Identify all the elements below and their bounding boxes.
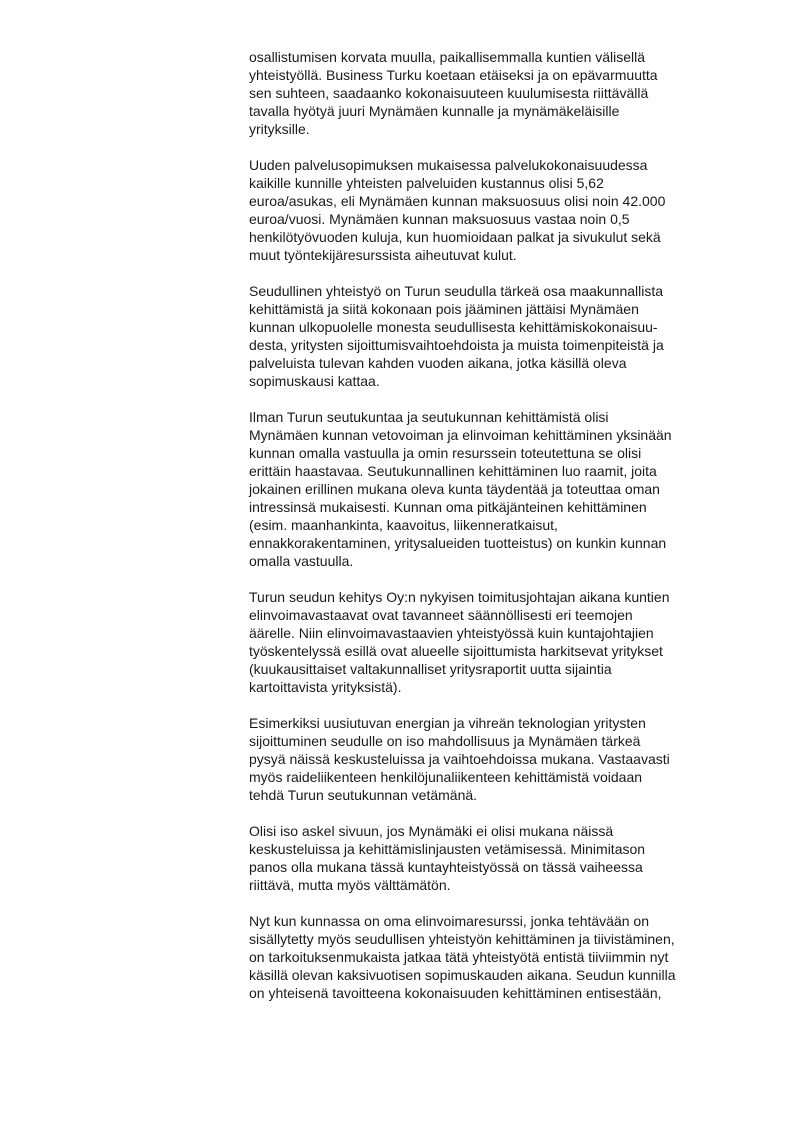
text-line: yrityksille. (249, 121, 310, 137)
text-line: tavalla hyötyä juuri Mynämäen kunnalle ja mynämäkeläisille (249, 103, 620, 119)
text-line: (kuukausittaiset valtakunnalliset yritysraportit uutta sijaintia (249, 661, 612, 677)
text-line: yhteistyöllä. Business Turku koetaan etäiseksi ja on epävarmuutta (249, 67, 658, 83)
paragraph (249, 714, 739, 804)
text-line: euroa/vuosi. Mynämäen kunnan maksuosuus vastaa noin 0,5 (249, 211, 630, 227)
text-line: on yhteisenä tavoitteena kokonaisuuden kehittäminen entisestään, (249, 985, 662, 1001)
text-line: kaikille kunnille yhteisten palveluiden kustannus olisi 5,62 (249, 175, 604, 191)
text-line: sopimuskausi kattaa. (249, 373, 380, 389)
text-line: euroa/asukas, eli Mynämäen kunnan maksuosuus olisi noin 42.000 (249, 193, 666, 209)
text-line: henkilötyövuoden kuluja, kun huomioidaan palkat ja sivukulut sekä (249, 229, 661, 245)
text-line: Mynämäen kunnan vetovoiman ja elinvoiman kehittäminen yksinään (249, 427, 672, 443)
text-line: äärelle. Niin elinvoimavastaavien yhteistyössä kuin kuntajohtajien (249, 625, 654, 641)
text-line: (esim. maanhankinta, kaavoitus, liikenneratkaisut, (249, 517, 558, 533)
text-line: tehdä Turun seutukunnan vetämänä. (249, 787, 478, 803)
text-line: on tarkoituksenmukaista jatkaa tätä yhteistyötä entistä tiiviimmin nyt (249, 949, 669, 965)
text-line: sisällytetty myös seudullisen yhteistyön kehittäminen ja tiivistäminen, (249, 931, 675, 947)
paragraph (249, 408, 739, 570)
paragraph (249, 282, 739, 390)
text-line: riittävä, mutta myös välttämätön. (249, 877, 451, 893)
text-line: sen suhteen, saadaanko kokonaisuuteen kuulumisesta riittävällä (249, 85, 649, 101)
text-line: palveluista tulevan kahden vuoden aikana, jotka käsillä oleva (249, 355, 627, 371)
text-line: Turun seudun kehitys Oy:n nykyisen toimitusjohtajan aikana kuntien (249, 589, 670, 605)
text-line: Nyt kun kunnassa on oma elinvoimaresurssi, jonka tehtävään on (249, 913, 649, 929)
text-line: kartoittavista yrityksistä). (249, 679, 402, 695)
text-line: Esimerkiksi uusiutuvan energian ja vihreän teknologian yritysten (249, 715, 646, 731)
text-line: elinvoimavastaavat ovat tavanneet säännöllisesti eri teemojen (249, 607, 633, 623)
text-line: muut työntekijäresurssista aiheutuvat kulut. (249, 247, 517, 263)
text-line: Olisi iso askel sivuun, jos Mynämäki ei olisi mukana näissä (249, 823, 614, 839)
text-line: Seudullinen yhteistyö on Turun seudulla tärkeä osa maakunnallista (249, 283, 664, 299)
text-line: kunnan omalla vastuulla ja omin resurssein toteutettuna se olisi (249, 445, 642, 461)
text-line: työskentelyssä esillä ovat alueelle sijoittumista harkitsevat yritykset (249, 643, 663, 659)
paragraph (249, 912, 739, 1002)
paragraph (249, 588, 739, 696)
text-line: panos olla mukana tässä kuntayhteistyössä on tässä vaiheessa (249, 859, 643, 875)
text-line: omalla vastuulla. (249, 553, 354, 569)
paragraph (249, 48, 739, 138)
text-line: käsillä olevan kaksivuotisen sopimuskauden aikana. Seudun kunnilla (249, 967, 676, 983)
text-line: osallistumisen korvata muulla, paikallisemmalla kuntien välisellä (249, 49, 646, 65)
text-line: erittäin haastavaa. Seutukunnallinen kehittäminen luo raamit, joita (249, 463, 657, 479)
text-line: ennakkorakentaminen, yritysalueiden tuotteistus) on kunkin kunnan (249, 535, 667, 551)
text-line: intressinsä mukaisesti. Kunnan oma pitkäjänteinen kehittäminen (249, 499, 647, 515)
text-line: keskusteluissa ja kehittämislinjausten vetämisessä. Minimitason (249, 841, 646, 857)
paragraph (249, 156, 739, 264)
document-body (249, 48, 739, 1020)
paragraph (249, 822, 739, 894)
text-line: desta, yritysten sijoittumisvaihtoehdoista ja muista toimenpiteistä ja (249, 337, 664, 353)
text-line: jokainen erillinen mukana oleva kunta täydentää ja toteuttaa oman (249, 481, 660, 497)
text-line: kehittämistä ja siitä kokonaan pois jääminen jättäisi Mynämäen (249, 301, 639, 317)
text-line: sijoittuminen seudulle on iso mahdollisuus ja Mynämäen tärkeä (249, 733, 641, 749)
text-line: pysyä näissä keskusteluissa ja vaihtoehdoissa mukana. Vastaavasti (249, 751, 670, 767)
text-line: myös raideliikenteen henkilöjunaliikenteen kehittämistä voidaan (249, 769, 643, 785)
text-line: Uuden palvelusopimuksen mukaisessa palvelukokonaisuudessa (249, 157, 648, 173)
text-line: Ilman Turun seutukuntaa ja seutukunnan kehittämistä olisi (249, 409, 609, 425)
text-line: kunnan ulkopuolelle monesta seudullisesta kehittämiskokonaisuu- (249, 319, 658, 335)
